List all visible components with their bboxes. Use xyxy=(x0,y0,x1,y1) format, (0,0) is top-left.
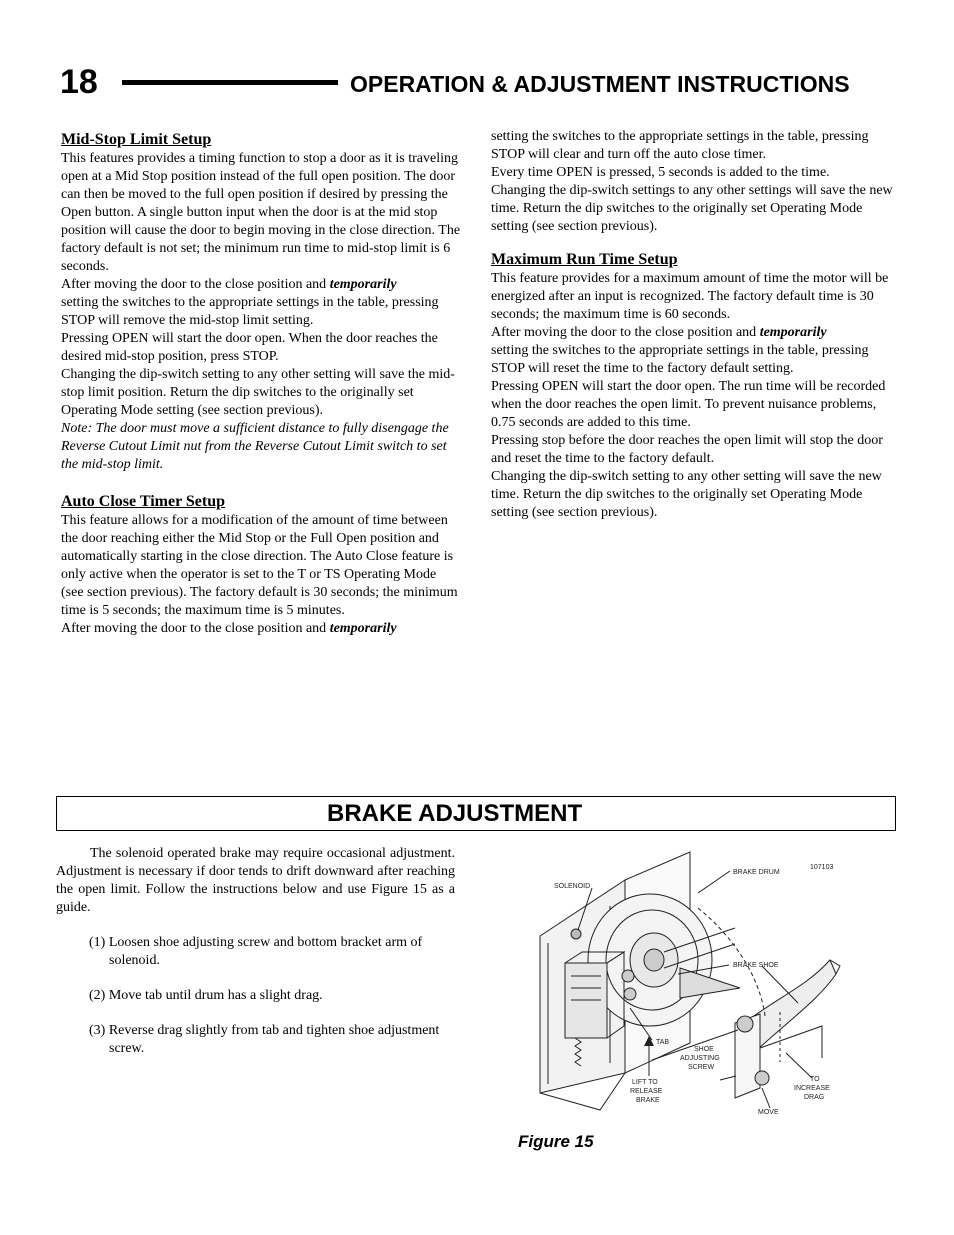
page-number: 18 xyxy=(60,63,98,101)
auto-close-p2-lead: After moving the door to the close position and xyxy=(61,621,330,636)
brake-step-1: (1) Loosen shoe adjusting screw and bottom bracket arm of solenoid. xyxy=(89,935,423,968)
header-rule xyxy=(122,80,338,85)
mid-stop-p2-lead: After moving the door to the close position and xyxy=(61,277,330,292)
max-run-p2-rest: setting the switches to the appropriate settings in the table, pressing STOP will reset the time to the factory default setting. xyxy=(491,343,869,376)
mid-stop-p2-emphasis: temporarily xyxy=(329,277,397,292)
left-column xyxy=(61,130,461,638)
increase-label-3: DRAG xyxy=(804,1094,825,1101)
brake-step-2: (2) Move tab until drum has a slight drag. xyxy=(89,988,323,1003)
page-title: OPERATION & ADJUSTMENT INSTRUCTIONS xyxy=(350,71,850,97)
brake-figure xyxy=(530,848,850,1120)
figure-caption: Figure 15 xyxy=(518,1132,594,1151)
brake-section-title: BRAKE ADJUSTMENT xyxy=(327,800,583,827)
brake-drum-label: BRAKE DRUM xyxy=(733,869,780,876)
mid-stop-paragraph-1: This features provides a timing function to stop a door as it is traveling open at a Mid Stop position instead of the full open position. The door can then be moved to the full open position if desired by pressing the Open button. A single button input when the door is at the mid stop position will cause the door to begin moving in the close direction. The factory default is not set; the minimum run time to mid-stop limit is 6 seconds. xyxy=(61,151,461,274)
max-run-heading: Maximum Run Time Setup xyxy=(491,251,678,268)
brake-intro: The solenoid operated brake may require occasional adjustment. Adjustment is necessary if door tends to drift downward after reaching the open limit. Follow the instructions below and use Figure 15 as a guide. xyxy=(56,846,455,915)
lift-label-3: BRAKE xyxy=(636,1097,660,1104)
brake-step-3: (3) Reverse drag slightly from tab and tighten shoe adjustment screw. xyxy=(89,1023,440,1056)
shoe-label-1: SHOE xyxy=(694,1046,714,1053)
auto-close-heading: Auto Close Timer Setup xyxy=(61,493,226,510)
shoe-label-3: SCREW xyxy=(688,1064,715,1071)
shoe-label-2: ADJUSTING xyxy=(680,1055,720,1062)
max-run-p2-emphasis: temporarily xyxy=(759,325,827,340)
brake-shoe-label: BRAKE SHOE xyxy=(733,962,779,969)
auto-close-continued-2: Every time OPEN is pressed, 5 seconds is added to the time. xyxy=(491,165,830,180)
lift-label-1: LIFT TO xyxy=(632,1079,658,1086)
move-label: MOVE xyxy=(758,1109,779,1116)
max-run-paragraph-5: Changing the dip-switch setting to any other setting will save the new time. Return the dip switches to the originally set Operating Mode setting (see section previous). xyxy=(491,469,882,520)
part-number-label: 107103 xyxy=(810,864,834,871)
auto-close-p2-emphasis: temporarily xyxy=(329,621,397,636)
increase-label-2: INCREASE xyxy=(794,1085,830,1092)
brake-instructions xyxy=(56,845,455,1058)
mid-stop-paragraph-3: Pressing OPEN will start the door open. When the door reaches the desired mid-stop position, press STOP. xyxy=(61,331,438,364)
increase-label-1: TO xyxy=(810,1076,820,1083)
right-column xyxy=(491,128,893,522)
auto-close-paragraph-1: This feature allows for a modification of the amount of time between the door reaching either the Mid Stop or the Full Open position and automatically starting in the close direction. The Auto Close feature is only active when the operator is set to the T or TS Operating Mode (see section previous). The factory default is 30 seconds; the minimum time is 5 seconds; the maximum time is 5 minutes. xyxy=(61,513,458,618)
mid-stop-note: Note: The door must move a sufficient distance to fully disengage the Reverse Cutout Limit nut from the Reverse Cutout Limit switch to set the mid-stop limit. xyxy=(61,421,449,472)
auto-close-continued-1: setting the switches to the appropriate settings in the table, pressing STOP will clear and turn off the auto close timer. xyxy=(491,129,869,162)
max-run-paragraph-4: Pressing stop before the door reaches the open limit will stop the door and reset the time to the factory default. xyxy=(491,433,883,466)
max-run-paragraph-1: This feature provides for a maximum amount of time the motor will be energized after an input is recognized. The factory default time is 30 seconds; the maximum time is 60 seconds. xyxy=(491,271,889,322)
lift-label-2: RELEASE xyxy=(630,1088,663,1095)
max-run-p2-lead: After moving the door to the close position and xyxy=(491,325,760,340)
mid-stop-paragraph-2 xyxy=(61,276,461,330)
solenoid-label: SOLENOID xyxy=(554,883,591,890)
auto-close-paragraph-2 xyxy=(61,620,461,638)
mid-stop-p2-rest: setting the switches to the appropriate settings in the table, pressing STOP will remove the mid-stop limit setting. xyxy=(61,295,439,328)
auto-close-continued-3: Changing the dip-switch settings to any other settings will save the new time. Return the dip switches to the originally set Operating Mode setting (see section previous). xyxy=(491,183,893,234)
tab-label: TAB xyxy=(656,1039,670,1046)
mid-stop-heading: Mid-Stop Limit Setup xyxy=(61,131,212,148)
max-run-paragraph-3: Pressing OPEN will start the door open. The run time will be recorded when the door reaches the open limit. To prevent nuisance problems, 0.75 seconds are added to this time. xyxy=(491,379,886,430)
mid-stop-paragraph-4: Changing the dip-switch setting to any other setting will save the mid-stop limit position. Return the dip switches to the originally set Operating Mode setting (see section previous). xyxy=(61,367,455,418)
max-run-paragraph-2 xyxy=(491,324,893,378)
